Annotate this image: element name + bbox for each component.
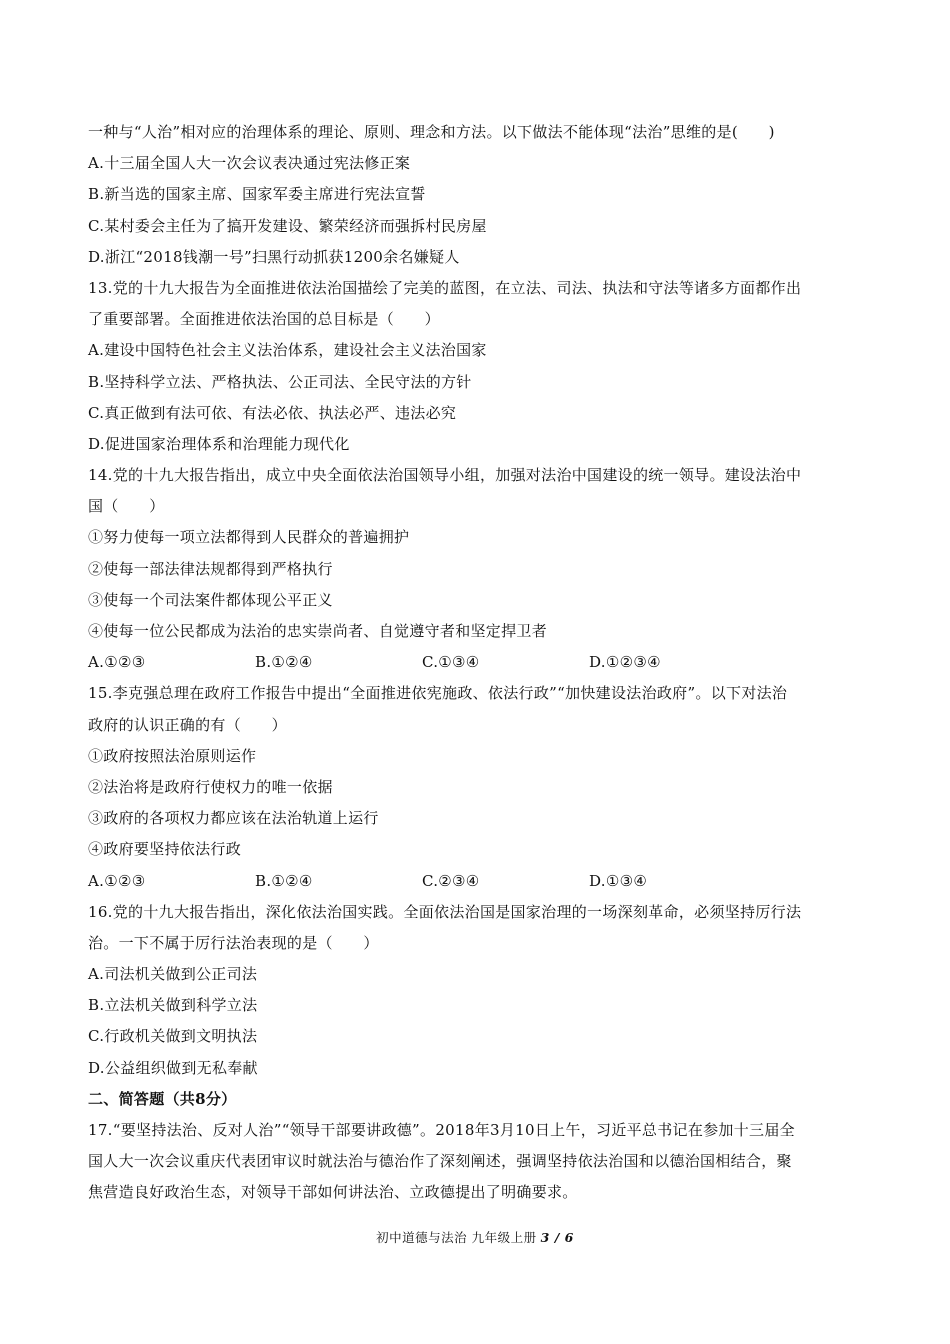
q13-option-d: D.促进国家治理体系和治理能力现代化 bbox=[88, 434, 350, 453]
q13-stem-line2: 了重要部署。全面推进依法治国的总目标是（ ） bbox=[88, 310, 440, 329]
q17-stem-line3: 焦营造良好政治生态，对领导干部如何讲法治、立政德提出了明确要求。 bbox=[88, 1183, 578, 1202]
q13-option-b: B.坚持科学立法、严格执法、公正司法、全民守法的方针 bbox=[88, 372, 472, 391]
q15-options bbox=[88, 866, 878, 897]
q14-statement-2: ②使每一部法律法规都得到严格执行 bbox=[88, 559, 333, 578]
q13-option-c: C.真正做到有法可依、有法必依、执法必严、违法必究 bbox=[88, 403, 457, 422]
section-heading: 二、简答题（共8分） bbox=[88, 1089, 237, 1108]
q15-stem-line1: 15.李克强总理在政府工作报告中提出“全面推进依宪施政、依法行政”“加快建设法治政府”。以下对法治 bbox=[88, 684, 788, 703]
q12-option-b: B.新当选的国家主席、国家军委主席进行宪法宣誓 bbox=[88, 185, 426, 204]
q15-statement-2: ②法治将是政府行使权力的唯一依据 bbox=[88, 777, 333, 796]
q15-option-c: C.②③④ bbox=[422, 871, 480, 890]
q15-statement-3: ③政府的各项权力都应该在法治轨道上运行 bbox=[88, 809, 379, 828]
q15-statement-1: ①政府按照法治原则运作 bbox=[88, 746, 257, 765]
q15-option-d: D.①③④ bbox=[589, 871, 648, 890]
q15-option-b: B.①②④ bbox=[255, 871, 313, 890]
q14-option-b: B.①②④ bbox=[255, 653, 313, 672]
q15-option-a: A.①②③ bbox=[88, 871, 146, 890]
footer-course-title: 初中道德与法治 九年级上册 bbox=[376, 1230, 537, 1245]
q12-option-a: A.十三届全国人大一次会议表决通过宪法修正案 bbox=[88, 154, 411, 173]
q16-stem-line1: 16.党的十九大报告指出，深化依法治国实践。全面依法治国是国家治理的一场深刻革命，必须坚持厉行法 bbox=[88, 902, 802, 921]
q14-stem-line1: 14.党的十九大报告指出，成立中央全面依法治国领导小组，加强对法治中国建设的统一领导。建设法治中 bbox=[88, 466, 802, 485]
q13-option-a: A.建设中国特色社会主义法治体系，建设社会主义法治国家 bbox=[88, 341, 487, 360]
q16-option-b: B.立法机关做到科学立法 bbox=[88, 996, 258, 1015]
q14-statement-4: ④使每一位公民都成为法治的忠实崇尚者、自觉遵守者和坚定捍卫者 bbox=[88, 622, 548, 640]
page-number: 3 / 6 bbox=[540, 1230, 574, 1245]
q14-statement-3: ③使每一个司法案件都体现公平正义 bbox=[88, 590, 333, 609]
q17-stem-line1: 17.“要坚持法治、反对人治”“领导干部要讲政德”。2018年3月10日上午，习近平总书记在参加十三届全 bbox=[88, 1121, 795, 1139]
q13-stem-line1: 13.党的十九大报告为全面推进依法治国描绘了完美的蓝图，在立法、司法、执法和守法等诸多方面都作出 bbox=[88, 278, 802, 297]
q14-statement-1: ①努力使每一项立法都得到人民群众的普遍拥护 bbox=[88, 528, 410, 547]
q12-option-d: D.浙江“2018钱潮一号”扫黑行动抓获1200余名嫌疑人 bbox=[88, 247, 460, 266]
q14-option-d: D.①②③④ bbox=[589, 653, 661, 672]
page-footer bbox=[0, 1228, 950, 1246]
q12-option-c: C.某村委会主任为了搞开发建设、繁荣经济而强拆村民房屋 bbox=[88, 216, 487, 235]
page-content bbox=[88, 117, 878, 1209]
q14-options bbox=[88, 647, 878, 678]
q14-stem-line2: 国（ ） bbox=[88, 497, 165, 516]
q17-stem-line2: 国人大一次会议重庆代表团审议时就法治与德治作了深刻阐述，强调坚持依法治国和以德治国相结合，聚 bbox=[88, 1152, 792, 1171]
q15-statement-4: ④政府要坚持依法行政 bbox=[88, 840, 242, 859]
q14-option-a: A.①②③ bbox=[88, 653, 146, 672]
q16-option-a: A.司法机关做到公正司法 bbox=[88, 965, 258, 984]
q15-stem-line2: 政府的认识正确的有（ ） bbox=[88, 715, 287, 734]
q14-option-c: C.①③④ bbox=[422, 653, 480, 672]
q16-option-d: D.公益组织做到无私奉献 bbox=[88, 1058, 258, 1077]
q16-option-c: C.行政机关做到文明执法 bbox=[88, 1027, 258, 1046]
q12-stem-tail: 一种与“人治”相对应的治理体系的理论、原则、理念和方法。以下做法不能体现“法治”思维的是( ) bbox=[88, 123, 775, 141]
q16-stem-line2: 治。一下不属于厉行法治表现的是（ ） bbox=[88, 933, 379, 952]
